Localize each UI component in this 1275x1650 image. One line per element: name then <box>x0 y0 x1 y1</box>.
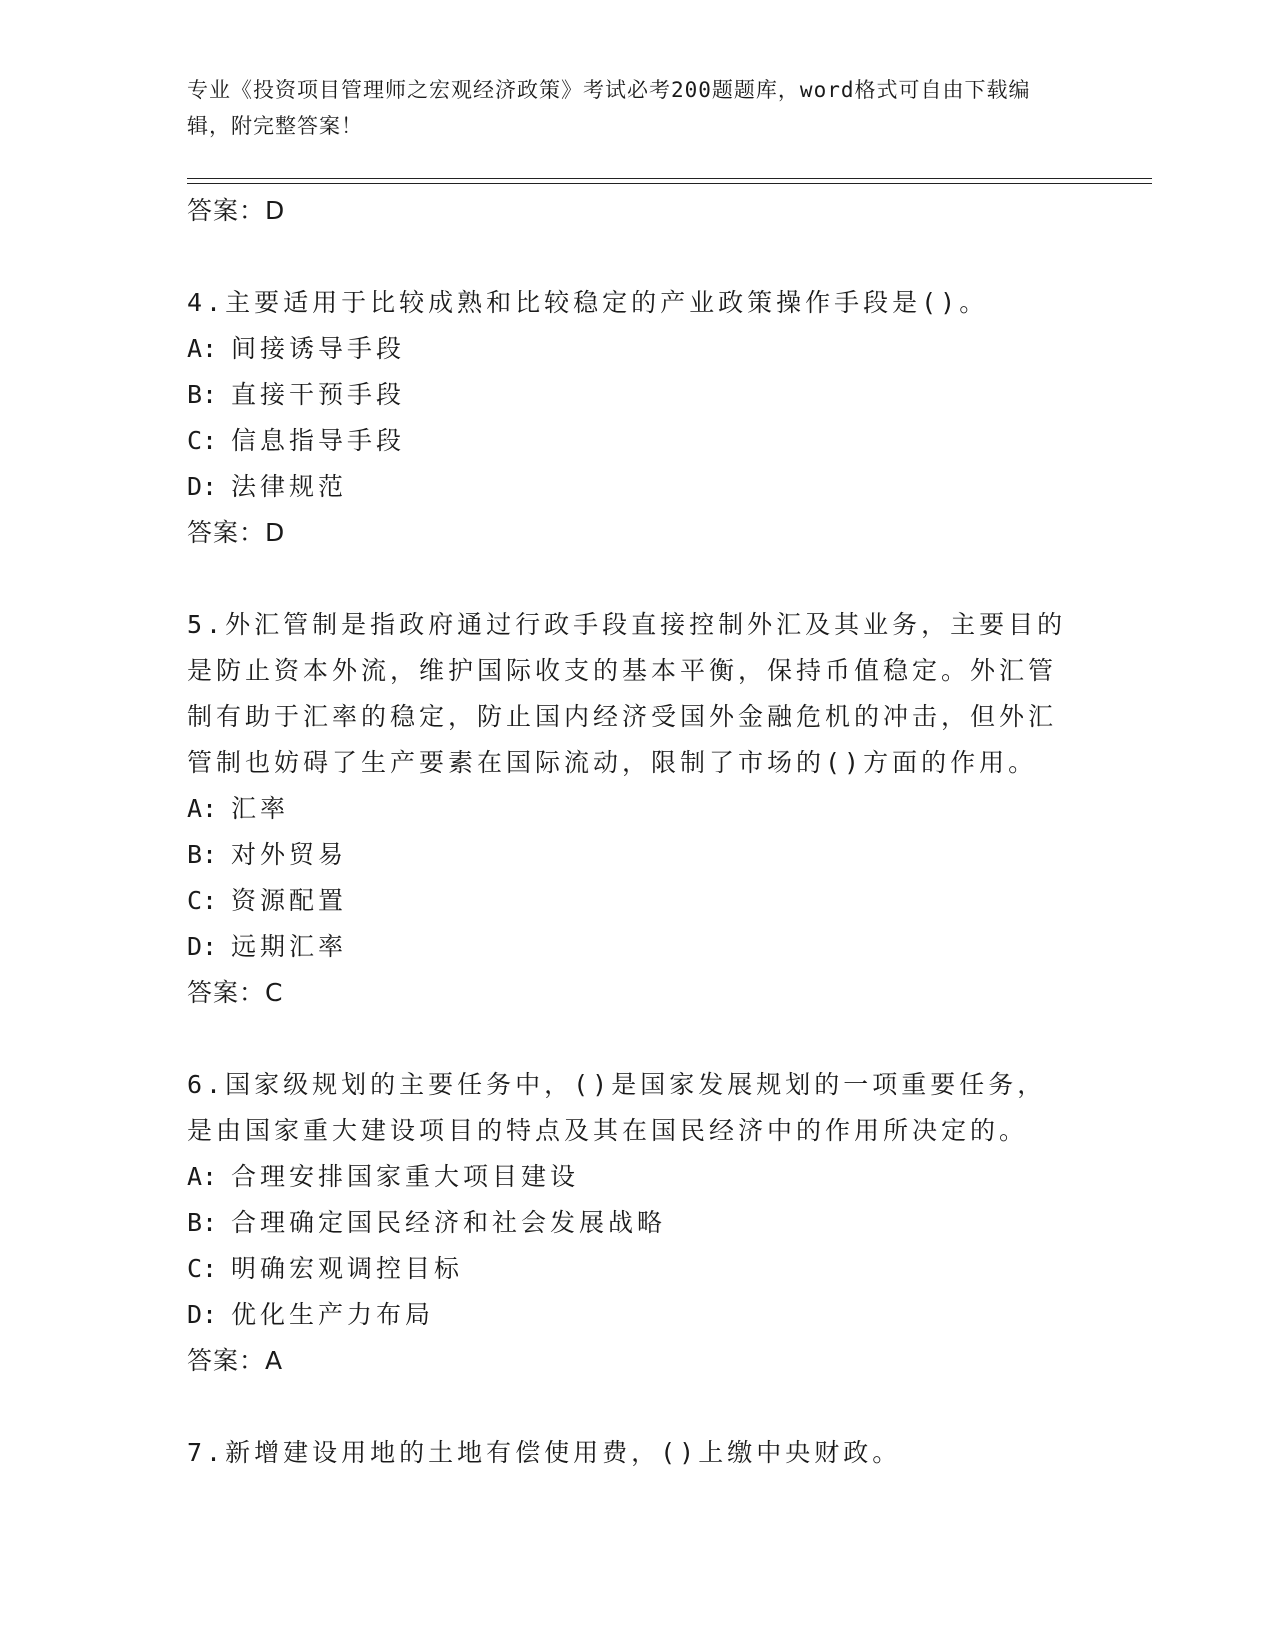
option-c <box>187 1246 1067 1292</box>
option-text: 对外贸易 <box>231 840 348 869</box>
option-key: A: <box>187 1162 218 1191</box>
option-b <box>187 1200 1067 1246</box>
header-title: 专业《投资项目管理师之宏观经济政策》考试必考200题题库，word格式可自由下载编辑，附完整答案！ <box>187 78 1031 138</box>
spacer <box>187 234 1067 280</box>
spacer <box>187 556 1067 602</box>
option-c <box>187 418 1067 464</box>
document-header <box>187 72 1067 144</box>
spacer <box>187 1384 1067 1430</box>
option-b <box>187 832 1067 878</box>
option-key: C: <box>187 886 218 915</box>
option-d <box>187 1292 1067 1338</box>
option-c <box>187 878 1067 924</box>
option-key: D: <box>187 1300 218 1329</box>
option-a <box>187 326 1067 372</box>
option-text: 直接干预手段 <box>231 380 406 409</box>
question-stem: 5.外汇管制是指政府通过行政手段直接控制外汇及其业务，主要目的是防止资本外流，维护国际收支的基本平衡，保持币值稳定。外汇管制有助于汇率的稳定，防止国内经济受国外金融危机的冲击，但外汇管制也妨碍了生产要素在国际流动，限制了市场的()方面的作用。 <box>187 610 1067 777</box>
question-stem: 6.国家级规划的主要任务中，()是国家发展规划的一项重要任务，是由国家重大建设项目的特点及其在国民经济中的作用所决定的。 <box>187 1070 1047 1145</box>
question-list <box>187 188 1067 1476</box>
option-d <box>187 924 1067 970</box>
option-text: 合理确定国民经济和社会发展战略 <box>231 1208 667 1237</box>
option-text: 汇率 <box>231 794 290 823</box>
option-text: 法律规范 <box>231 472 348 501</box>
option-d <box>187 464 1067 510</box>
question-5 <box>187 602 1067 1016</box>
question-4 <box>187 280 1067 556</box>
option-text: 优化生产力布局 <box>231 1300 435 1329</box>
option-text: 间接诱导手段 <box>231 334 406 363</box>
answer-line: 答案：D <box>187 196 286 225</box>
header-rule-top <box>187 178 1152 179</box>
option-key: B: <box>187 1208 218 1237</box>
question-7 <box>187 1430 1067 1476</box>
option-text: 远期汇率 <box>231 932 348 961</box>
question-stem: 7.新增建设用地的土地有偿使用费，()上缴中央财政。 <box>187 1438 902 1467</box>
answer-line: 答案：D <box>187 518 286 547</box>
option-text: 信息指导手段 <box>231 426 406 455</box>
option-a <box>187 1154 1067 1200</box>
question-6 <box>187 1062 1067 1384</box>
option-key: B: <box>187 380 218 409</box>
spacer <box>187 1016 1067 1062</box>
option-key: B: <box>187 840 218 869</box>
option-key: A: <box>187 794 218 823</box>
option-b <box>187 372 1067 418</box>
option-key: D: <box>187 932 218 961</box>
header-rule-bottom <box>187 183 1152 184</box>
option-a <box>187 786 1067 832</box>
answer-line: 答案：C <box>187 978 284 1007</box>
option-text: 合理安排国家重大项目建设 <box>231 1162 580 1191</box>
option-key: C: <box>187 1254 218 1283</box>
option-text: 资源配置 <box>231 886 348 915</box>
option-text: 明确宏观调控目标 <box>231 1254 464 1283</box>
question-stem: 4.主要适用于比较成熟和比较稳定的产业政策操作手段是()。 <box>187 288 989 317</box>
answer-line: 答案：A <box>187 1346 284 1375</box>
option-key: A: <box>187 334 218 363</box>
option-key: C: <box>187 426 218 455</box>
option-key: D: <box>187 472 218 501</box>
